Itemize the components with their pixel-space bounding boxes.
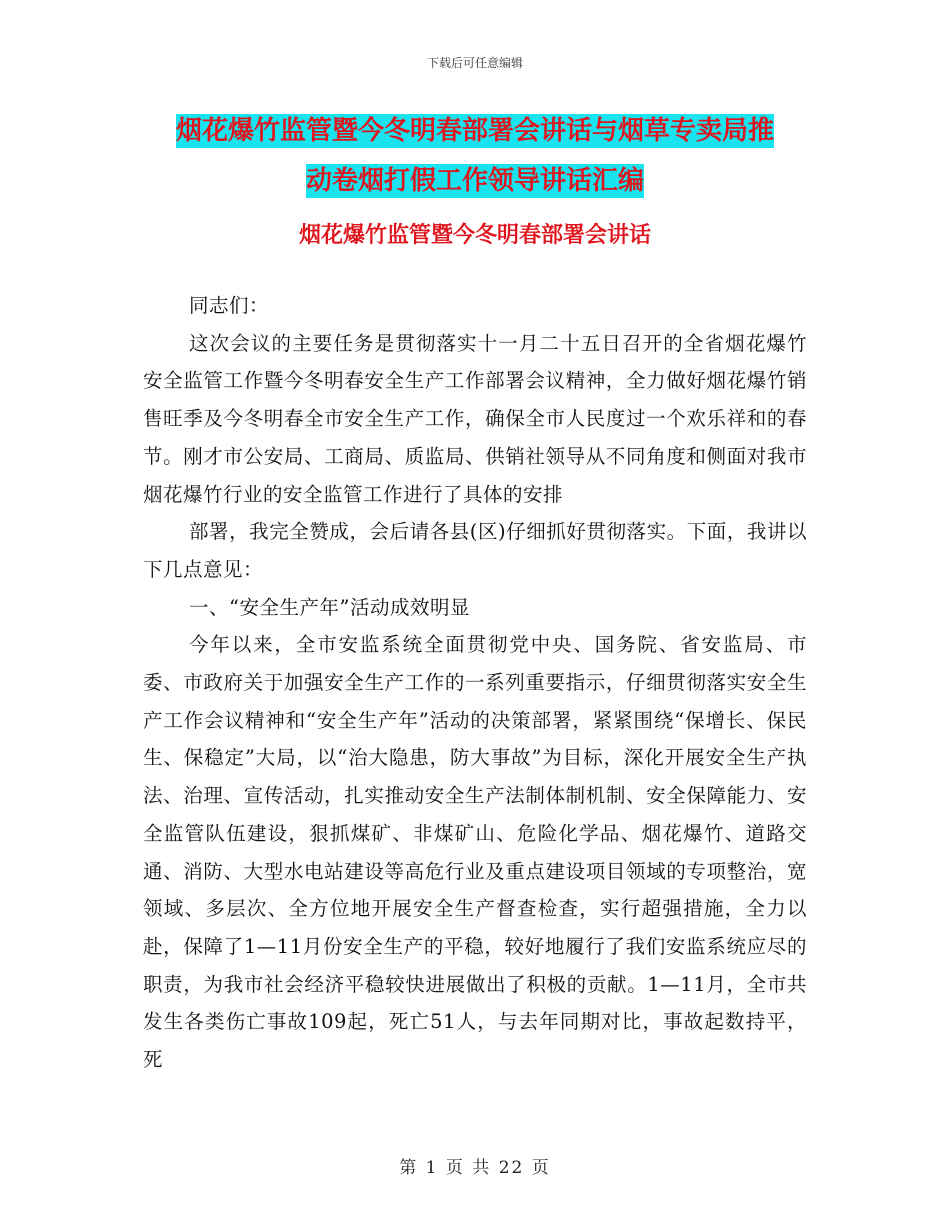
page-footer: 第 1 页 共 22 页 xyxy=(399,1158,551,1178)
document-title xyxy=(140,106,810,206)
greeting: 同志们： xyxy=(189,294,270,317)
paragraph-3: 今年以来，全市安监系统全面贯彻党中央、国务院、省安监局、市委、市政府关于加强安全生产工作的一系列重要指示，仔细贯彻落实安全生产工作会议精神和“安全生产年”活动的决策部署，紧紧围绕“保增长、保民生、保稳定”大局，以“治大隐患，防大事故”为目标，深化开展安全生产执法、治理、宣传活动，扎实推动安全生产法制体制机制、安全保障能力、安全监管队伍建设，狠抓煤矿、非煤矿山、危险化学品、烟花爆竹、道路交通、消防、大型水电站建设等高危行业及重点建设项目领域的专项整治，宽领域、多层次、全方位地开展安全生产督查检查，实行超强措施，全力以赴，保障了1—11月份安全生产的平稳，较好地履行了我们安监系统应尽的职责，为我市社会经济平稳较快进展做出了积极的贡献。1—11月，全市共发生各类伤亡事故109起，死亡51人，与去年同期对比，事故起数持平，死 xyxy=(143,633,807,1072)
title-line-1: 烟花爆竹监管暨今冬明春部署会讲话与烟草专卖局推 xyxy=(175,116,774,146)
paragraph-2: 部署，我完全赞成，会后请各县(区)仔细抓好贯彻落实。下面，我讲以下几点意见： xyxy=(143,520,807,581)
header-note: 下载后可任意编辑 xyxy=(426,56,523,70)
document-body xyxy=(143,287,807,1079)
paragraph-1: 这次会议的主要任务是贯彻落实十一月二十五日召开的全省烟花爆竹安全监管工作暨今冬明春安全生产工作部署会议精神，全力做好烟花爆竹销售旺季及今冬明春全市安全生产工作，确保全市人民度过一个欢乐祥和的春节。刚才市公安局、工商局、质监局、供销社领导从不同角度和侧面对我市烟花爆竹行业的安全监管工作进行了具体的安排 xyxy=(143,331,807,506)
title-line-2: 动卷烟打假工作领导讲话汇编 xyxy=(305,166,644,196)
section-heading-1: 一、“安全生产年”活动成效明显 xyxy=(189,595,470,619)
section-title: 烟花爆竹监管暨今冬明春部署会讲话 xyxy=(298,223,651,248)
